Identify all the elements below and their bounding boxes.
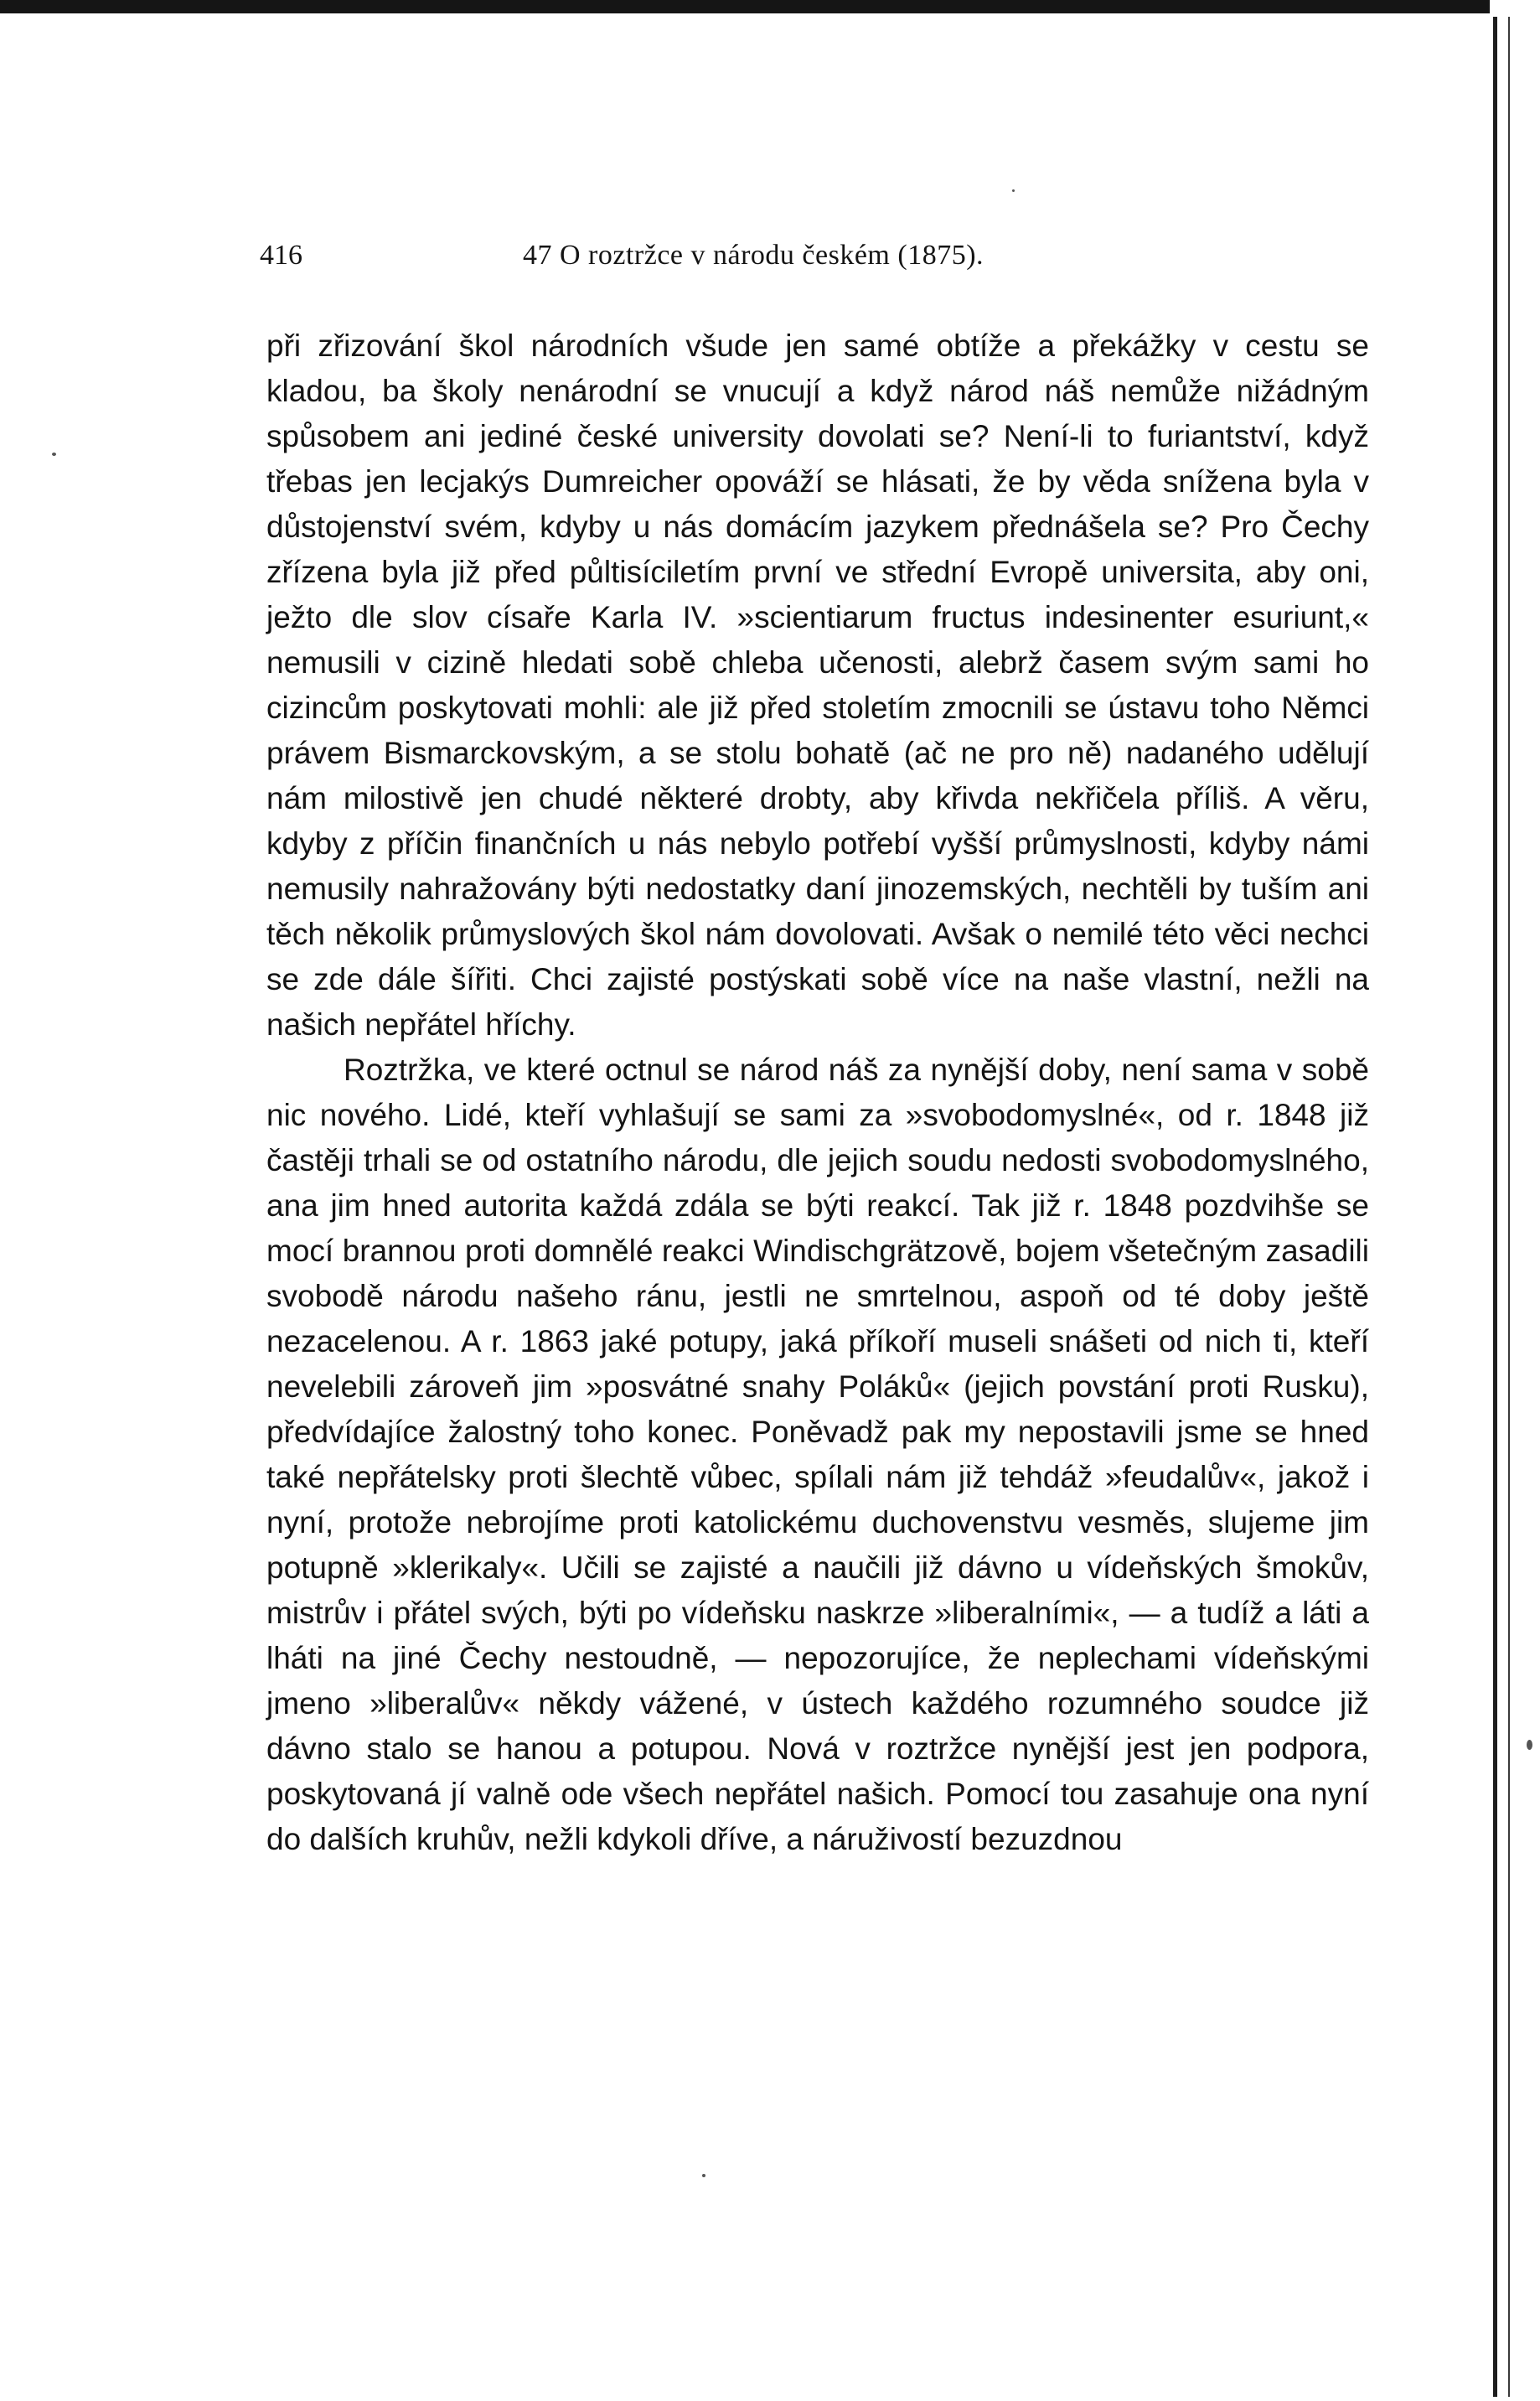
chapter-title: 47 O roztržce v národu českém (1875). [523, 240, 984, 271]
page-number: 416 [260, 240, 302, 271]
body-text [266, 323, 1369, 1862]
scan-speck [1012, 189, 1015, 192]
scan-right-margin [1490, 0, 1540, 2401]
book-page [260, 235, 1369, 1862]
scan-top-edge [0, 0, 1540, 13]
scan-speck [702, 2174, 705, 2177]
scan-binding-edge [1493, 17, 1497, 2397]
scan-speck [1527, 1740, 1532, 1750]
paragraph: Roztržka, ve které octnul se národ náš za nynější doby, není sama v sobě nic nového. Lidé, kteří vyhlašují se sami za »svobodomyslné«, od r. 1848 již častěji trhali se od ostatního národu, dle jejich soudu nedosti svobodomyslného, ana jim hned autorita každá zdála se býti reakcí. Tak již r. 1848 pozdvihše se mocí brannou proti domnělé reakci Windischgrätzově, bojem všetečným zasadili svobodě národu našeho ránu, jestli ne smrtelnou, aspoň od té doby ještě nezacelenou. A r. 1863 jaké potupy, jaká příkoří museli snášeti od nich ti, kteří nevelebili zároveň jim »posvátné snahy Poláků« (jejich povstání proti Rusku), předvídajíce žalostný toho konec. Poněvadž pak my nepostavili jsme se hned také nepřátelsky proti šlechtě vůbec, spílali nám již tehdáž »feudalův«, jakož i nyní, protože nebrojíme proti katolickému duchovenstvu vesměs, slujeme jim potupně »klerikaly«. Učili se zajisté a naučili již dávno u vídeňských šmokův, mistrův i přátel svých, býti po vídeňsku naskrze »liberalními«, — a tudíž a láti a lháti na jiné Čechy nestoudně, — nepozorujíce, že neplechami vídeňskými jmeno »liberalův« někdy vážené, v ústech každého rozumného soudce již dávno stalo se hanou a potupou. Nová v roztržce nynější jest jen podpora, poskytovaná jí valně ode všech nepřátel našich. Pomocí tou zasahuje ona nyní do dalších kruhův, nežli kdykoli dříve, a náruživostí bezuzdnou [266, 1053, 1369, 1856]
paragraph-continued: při zřizování škol národních všude jen samé obtíže a překážky v cestu se kladou, ba školy nenárodní se vnucují a když národ náš nemůže nižádným spůsobem ani jediné české university dovolati se? Není-li to furiantství, když třebas jen lecjakýs Dumreicher opováží se hlásati, že by věda snížena byla v důstojenství svém, kdyby u nás domácím jazykem přednášela se? Pro Čechy zřízena byla již před půltisíciletím první ve střední Evropě universita, aby oni, ježto dle slov císaře Karla IV. »scientiarum fructus indesinenter esuriunt,« nemusili v cizině hledati sobě chleba učenosti, alebrž časem svým sami ho cizincům poskytovati mohli: ale již před stoletím zmocnili se ústavu toho Němci právem Bismarckovským, a se stolu bohatě (ač ne pro ně) nadaného udělují nám milostivě jen chudé některé drobty, aby křivda nekřičela příliš. A věru, kdyby z příčin finančních u nás nebylo potřebí vyšší průmyslnosti, kdyby námi nemusily nahražovány býti nedostatky daní jinozemských, nechtěli by tuším ani těch několik průmyslových škol nám dovolovati. Avšak o nemilé této věci nechci se zde dále šířiti. Chci zajisté postýskati sobě více na naše vlastní, nežli na našich nepřátel hříchy. [266, 329, 1369, 1042]
running-head [260, 235, 1369, 277]
scan-binding-edge-inner [1508, 17, 1510, 2397]
scan-speck [52, 453, 56, 456]
